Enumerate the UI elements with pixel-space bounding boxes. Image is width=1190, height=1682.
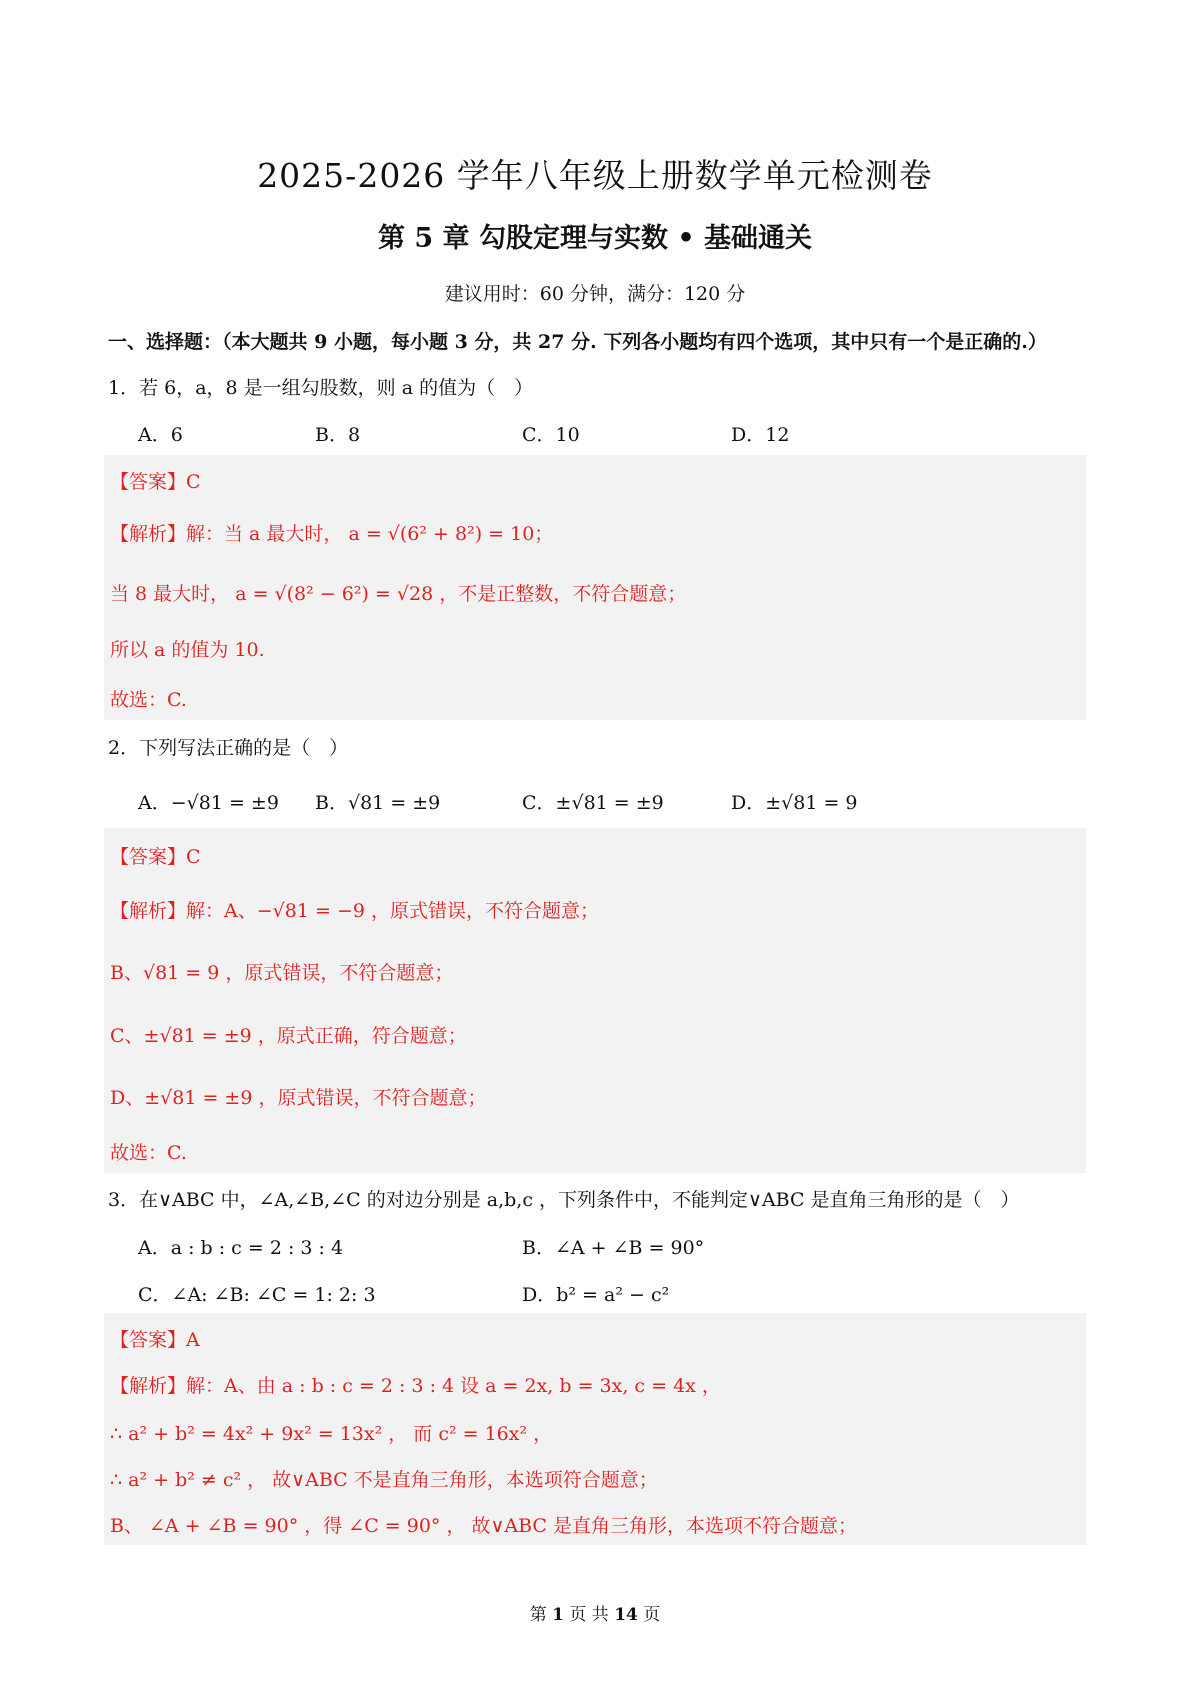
q1-analysis-label: 【解析】 (110, 523, 187, 545)
q3-answer-value: A (186, 1329, 200, 1351)
q3-answer-box (104, 1313, 1086, 1545)
q2-answer-label: 【答案】 (110, 846, 187, 868)
q3-analysis-label: 【解析】 (110, 1375, 187, 1397)
question-2-stem: 2．下列写法正确的是（ ） (108, 737, 349, 759)
q1-analysis-line-1 (110, 519, 553, 546)
q2-analysis-line-2: B、√81 = 9 ，原式错误，不符合题意； (110, 962, 454, 984)
q3-analysis-line-3: ∴ a² + b² ≠ c² ， 故∨ABC 不是直角三角形，本选项符合题意； (110, 1469, 658, 1491)
q2-option-b: B．√81 = ±9 (315, 792, 441, 814)
footer-pre: 第 (529, 1605, 547, 1625)
q1-analysis-line-4: 故选：C. (110, 689, 187, 711)
q1-option-b: B．8 (315, 424, 361, 446)
q2-answer-value: C (186, 846, 201, 868)
q2-answer-box (104, 828, 1086, 1173)
q3-answer-label: 【答案】 (110, 1329, 187, 1351)
q2-option-c: C．±√81 = ±9 (522, 792, 664, 814)
q3-analysis-line-1 (110, 1371, 721, 1398)
q3-option-a: A．a : b : c = 2 : 3 : 4 (138, 1237, 344, 1259)
q2-option-a: A．−√81 = ±9 (138, 792, 279, 814)
q3-option-c: C．∠A: ∠B: ∠C = 1: 2: 3 (138, 1284, 376, 1306)
page-footer (0, 1600, 1190, 1625)
q2-analysis-text-1: 解：A、−√81 = −9 ，原式错误，不符合题意； (186, 900, 599, 922)
footer-post: 页 (643, 1605, 661, 1625)
time-info: 建议用时：60 分钟，满分：120 分 (444, 283, 746, 305)
q3-analysis-text-1: 解：A、由 a : b : c = 2 : 3 : 4 设 a = 2x, b = 3x, c = 4x ， (186, 1375, 721, 1397)
q1-answer-line (110, 467, 201, 494)
q1-answer-box (104, 455, 1086, 720)
q2-analysis-line-3: C、±√81 = ±9 ，原式正确，符合题意； (110, 1025, 467, 1047)
q2-answer-line (110, 842, 201, 869)
q2-analysis-line-4: D、±√81 = ±9 ，原式错误，不符合题意； (110, 1087, 487, 1109)
document-subtitle: 第 5 章 勾股定理与实数 • 基础通关 (377, 223, 813, 254)
footer-page-number: 1 (552, 1605, 564, 1625)
q1-option-c: C．10 (522, 424, 580, 446)
section-heading: 一、选择题：（本大题共 9 小题，每小题 3 分，共 27 分. 下列各小题均有四个选项，其中只有一个是正确的.） (108, 331, 1047, 353)
q2-analysis-line-5: 故选：C. (110, 1142, 187, 1164)
footer-total-pages: 14 (614, 1605, 638, 1625)
q2-analysis-label: 【解析】 (110, 900, 187, 922)
document-title: 2025-2026 学年八年级上册数学单元检测卷 (257, 156, 933, 195)
q1-option-d: D．12 (731, 424, 790, 446)
q3-option-b: B．∠A + ∠B = 90° (522, 1237, 705, 1259)
q3-option-d: D．b² = a² − c² (522, 1284, 670, 1306)
question-3-stem: 3．在∨ABC 中，∠A,∠B,∠C 的对边分别是 a,b,c ，下列条件中，不能判定∨ABC 是直角三角形的是（ ） (108, 1189, 1020, 1211)
q3-analysis-line-2: ∴ a² + b² = 4x² + 9x² = 13x² ， 而 c² = 16x² ， (110, 1423, 553, 1445)
q1-option-a: A．6 (138, 424, 183, 446)
q2-analysis-line-1 (110, 896, 599, 923)
footer-mid: 页 共 (569, 1605, 609, 1625)
q1-analysis-line-3: 所以 a 的值为 10. (110, 639, 265, 661)
q1-analysis-text-1: 解：当 a 最大时， a = √(6² + 8²) = 10； (186, 523, 554, 545)
q1-analysis-line-2: 当 8 最大时， a = √(8² − 6²) = √28 ，不是正整数，不符合题意； (110, 583, 687, 605)
q1-answer-value: C (186, 471, 201, 493)
q1-answer-label: 【答案】 (110, 471, 187, 493)
q3-analysis-line-4: B、 ∠A + ∠B = 90° ，得 ∠C = 90° ， 故∨ABC 是直角三角形，本选项不符合题意； (110, 1515, 858, 1537)
q2-option-d: D．±√81 = 9 (731, 792, 858, 814)
question-1-stem: 1．若 6，a，8 是一组勾股数，则 a 的值为（ ） (108, 377, 534, 399)
q3-answer-line (110, 1325, 200, 1352)
